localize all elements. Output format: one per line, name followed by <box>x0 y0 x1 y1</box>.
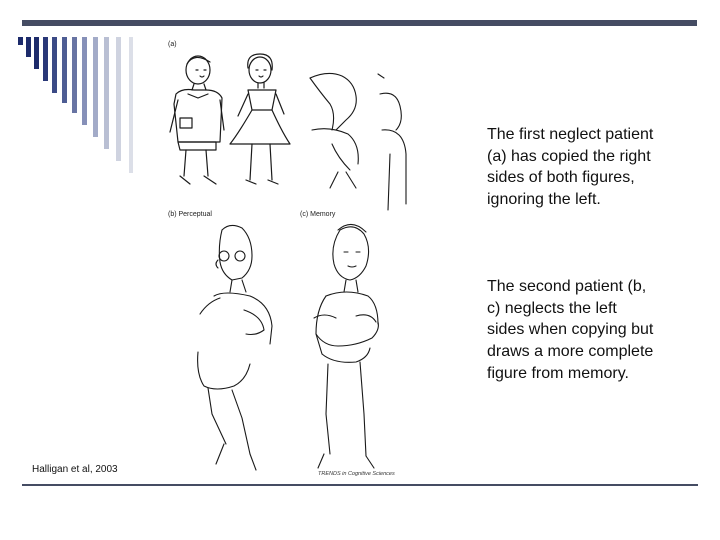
bottom-rule <box>22 484 698 486</box>
stripe <box>104 37 109 149</box>
label-b: (b) Perceptual <box>168 211 212 218</box>
stripe <box>34 37 39 69</box>
stripe <box>72 37 77 113</box>
label-a: (a) <box>168 41 177 48</box>
perceptual-figure-drawing <box>198 225 272 470</box>
label-c: (c) Memory <box>300 211 336 218</box>
memory-figure-drawing <box>314 224 378 468</box>
caption-first-patient: The first neglect patient (a) has copied the right sides of both figures, ignoring the left. <box>487 126 654 209</box>
stripe <box>18 37 23 45</box>
stripe <box>52 37 57 93</box>
stripe <box>26 37 31 57</box>
stripe <box>82 37 87 125</box>
stripe <box>62 37 67 103</box>
stripe <box>43 37 48 81</box>
neglect-drawings-figure <box>160 34 422 480</box>
stripe <box>93 37 98 137</box>
top-rule <box>22 20 697 26</box>
citation: Halligan et al, 2003 <box>32 464 118 475</box>
figure-credit: TRENDS in Cognitive Sciences <box>318 471 395 477</box>
decorative-stripes <box>18 34 148 174</box>
profile-copy-drawing <box>310 73 406 210</box>
boy-copy-drawing <box>170 56 224 184</box>
girl-copy-drawing <box>230 54 290 184</box>
stripe <box>116 37 121 161</box>
stripe <box>129 37 133 173</box>
caption-second-patient: The second patient (b, c) neglects the left sides when copying but draws a more complete figure from memory. <box>487 278 654 382</box>
